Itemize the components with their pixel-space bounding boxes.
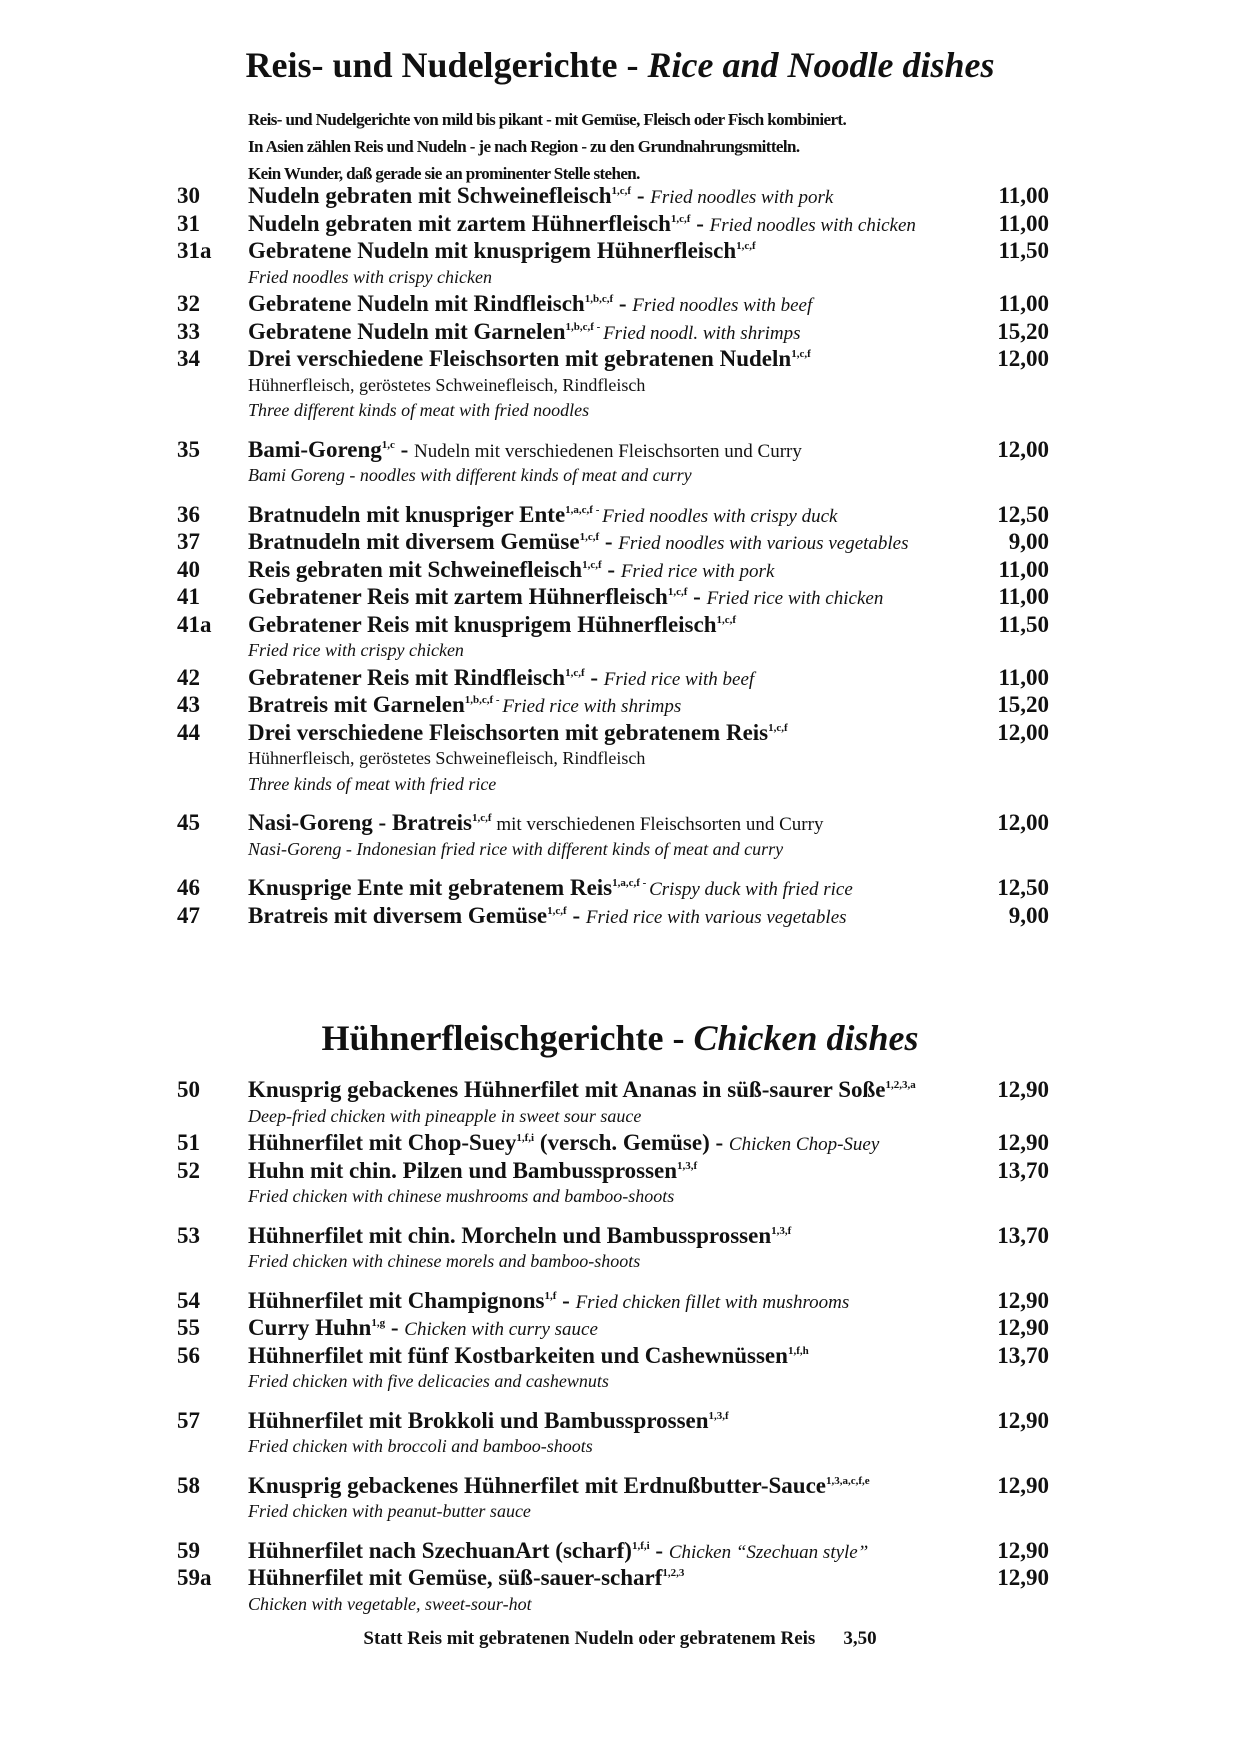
item-price: 12,50 [997,875,1049,900]
allergen-codes: 1,c,f [768,721,788,734]
item-sub-en: Bami Goreng - noodles with different kinds of meat and curry [248,465,692,485]
item-number: 53 [177,1222,200,1248]
allergen-codes: 1,c,f [611,185,632,197]
separator-dash: - [649,1537,669,1563]
item-price: 11,00 [998,664,1049,690]
menu-item [0,611,1240,664]
item-name: Bami-Goreng [248,436,382,462]
allergen-codes: 1,c,f [716,613,737,626]
section-title-rice-noodle [0,44,1240,86]
menu-item [0,902,1240,930]
intro-line: Reis- und Nudelgerichte von mild bis pikant - mit Gemüse, Fleisch oder Fisch kombiniert. [248,110,847,129]
separator-dash: - [601,556,621,582]
item-name: Knusprig gebackenes Hühnerfilet mit Ananas in süß-saurer Soße [248,1077,886,1102]
item-title [248,691,988,722]
menu-item-line [0,664,1240,692]
item-price: 12,90 [997,1315,1049,1340]
item-title [248,182,988,213]
item-desc-de: mit verschiedenen Fleischsorten und Curry [491,814,824,835]
menu-item-line [0,1564,1240,1592]
item-number: 31a [177,238,212,263]
item-title [248,1314,988,1345]
item-sub-en: Deep-fried chicken with pineapple in sweet sour sauce [248,1105,642,1126]
item-sub-de: Hühnerfleisch, geröstetes Schweinefleisch, Rindfleisch [248,374,646,395]
menu-item-line [0,719,1240,747]
item-desc-en: Fried rice with beef [603,668,755,690]
allergen-codes: 1,f [544,1289,557,1302]
item-number: 54 [177,1287,200,1313]
item-desc-en: Fried noodles with crispy duck [602,505,838,527]
item-title [248,556,988,587]
item-name: Hühnerfilet mit fünf Kostbarkeiten und Cashewnüssen [248,1342,788,1368]
item-price: 11,00 [998,183,1049,208]
item-desc-en: Fried noodles with chicken [709,214,916,236]
separator-dash: - [690,210,710,236]
item-number: 45 [177,810,200,835]
item-title [248,210,988,241]
allergen-codes: 1,3,a,c,f,e [826,1474,870,1487]
menu-item-line [0,1129,1240,1157]
allergen-codes: 1,c,f [791,348,811,360]
menu-item-line [0,501,1240,529]
item-title [248,436,988,467]
allergen-codes: 1,f,i [631,1539,650,1552]
menu-item-line [0,556,1240,584]
item-price: 11,00 [998,210,1049,236]
item-desc-en: Fried rice with chicken [706,588,884,609]
separator-dash: - [599,529,619,554]
item-number: 41a [177,611,212,637]
footer-price: 3,50 [843,1628,877,1649]
item-desc-en: Fried noodles with pork [650,187,834,208]
menu-item [0,210,1240,238]
item-name: Gebratene Nudeln mit knusprigem Hühnerfleisch [248,238,737,263]
item-price: 9,00 [1008,529,1049,554]
footer-text: Statt Reis mit gebratenen Nudeln oder gebratenem Reis [363,1628,816,1649]
item-name: Bratreis mit diversem Gemüse [248,902,548,928]
menu-item [0,345,1240,424]
item-desc-en: Fried noodles with various vegetables [618,533,909,554]
menu-item [0,436,1240,489]
item-title [248,611,988,642]
item-number: 42 [177,664,200,690]
item-number: 59a [177,1565,212,1590]
section-intro [248,106,1048,187]
menu-item-line [0,290,1240,318]
item-number: 36 [177,501,200,527]
menu-item-line [0,902,1240,930]
menu-item [0,501,1240,529]
item-number: 58 [177,1472,200,1498]
allergen-codes: 1,3,f [771,1224,792,1237]
item-price: 12,90 [997,1407,1049,1433]
item-name: Curry Huhn [248,1315,372,1340]
item-title [248,1157,988,1188]
item-price: 13,70 [997,1222,1049,1248]
allergen-codes: 1,c,f [472,812,492,824]
menu-item-line [0,611,1240,639]
intro-line: Kein Wunder, daß gerade sie an prominenter Stelle stehen. [248,164,640,183]
item-name: Hühnerfilet mit Champignons [248,1287,545,1313]
item-desc-de: Nudeln mit verschiedenen Fleischsorten und Curry [414,440,802,462]
item-price: 11,50 [998,238,1049,263]
item-name: Huhn mit chin. Pilzen und Bambussprossen [248,1157,678,1183]
item-name: Hühnerfilet mit Chop-Suey [248,1130,517,1155]
item-name-extra: (versch. Gemüse) - [534,1130,729,1155]
item-title [248,1076,988,1107]
item-sub-en: Three kinds of meat with fried rice [248,773,497,794]
item-sub-en: Fried noodles with crispy chicken [248,266,492,287]
item-name: Gebratener Reis mit knusprigem Hühnerfleisch [248,611,717,637]
menu-item-line [0,1342,1240,1370]
menu-item [0,528,1240,556]
item-price: 9,00 [1008,902,1049,928]
item-price: 12,00 [997,810,1049,835]
item-name: Nudeln gebraten mit Schweinefleisch [248,183,612,208]
item-sub-en: Fried chicken with chinese mushrooms and bamboo-shoots [248,1186,675,1206]
item-title [248,1537,988,1568]
item-desc-en: Crispy duck with fried rice [649,879,853,900]
item-number: 30 [177,183,200,208]
section-title-de: Reis- und Nudelgerichte [245,45,618,85]
menu-item-line [0,318,1240,346]
item-number: 37 [177,529,200,554]
menu-item [0,583,1240,611]
allergen-codes: 1,b,c,f - [464,694,503,706]
item-price: 15,20 [997,692,1049,717]
menu-item [0,809,1240,862]
allergen-codes: 1,c [381,438,395,451]
item-name: Hühnerfilet mit chin. Morcheln und Bambussprossen [248,1222,772,1248]
menu-item-line [0,345,1240,373]
item-price: 12,00 [997,346,1049,371]
allergen-codes: 1,2,3,a [885,1079,916,1091]
item-name: Reis gebraten mit Schweinefleisch [248,556,583,582]
item-price: 12,90 [997,1077,1049,1102]
item-title [248,902,988,933]
menu-item [0,1222,1240,1275]
allergen-codes: 1,g [371,1317,386,1329]
item-name: Bratnudeln mit knuspriger Ente [248,501,566,527]
item-title [248,1472,988,1503]
allergen-codes: 1,f,h [787,1344,809,1357]
item-number: 47 [177,902,200,928]
item-sub-en: Nasi-Goreng - Indonesian fried rice with different kinds of meat and curry [248,838,784,859]
menu-item-line [0,1287,1240,1315]
item-name: Drei verschiedene Fleischsorten mit gebratenem Reis [248,719,769,745]
item-name: Knusprig gebackenes Hühnerfilet mit Erdnußbutter-Sauce [248,1472,827,1498]
item-price: 12,50 [997,501,1049,527]
allergen-codes: 1,b,c,f - [565,320,604,333]
separator-dash: - [385,1315,405,1340]
menu-item [0,1472,1240,1525]
allergen-codes: 1,a,c,f - [565,503,603,516]
item-price: 12,90 [997,1130,1049,1155]
menu-item [0,1537,1240,1565]
menu-item-line [0,1537,1240,1565]
item-price: 13,70 [997,1157,1049,1183]
item-title [248,1342,988,1373]
separator-dash: - [584,664,604,690]
section-title-en: Chicken dishes [693,1018,919,1058]
item-sub-en: Fried rice with crispy chicken [248,640,464,660]
menu-item-line [0,182,1240,210]
item-title [248,1564,988,1595]
menu-item [0,1157,1240,1210]
menu-item [0,1407,1240,1460]
menu-items-rice-noodle [0,182,1240,929]
menu-item [0,1076,1240,1129]
item-number: 55 [177,1315,200,1340]
item-title [248,237,988,268]
item-number: 57 [177,1407,200,1433]
item-sub-en: Three different kinds of meat with fried noodles [248,400,590,420]
item-title [248,1129,988,1160]
allergen-codes: 1,f,i [516,1132,535,1144]
item-name: Knusprige Ente mit gebratenem Reis [248,875,613,900]
item-number: 56 [177,1342,200,1368]
item-sub-en: Chicken with vegetable, sweet-sour-hot [248,1593,532,1614]
allergen-codes: 1,a,c,f - [612,877,650,889]
item-price: 11,50 [998,611,1049,637]
section-title-sep: - [617,45,648,85]
item-title [248,345,988,376]
item-title [248,809,988,840]
item-sub-de: Hühnerfleisch, geröstetes Schweinefleisch, Rindfleisch [248,748,646,768]
menu-item-line [0,1407,1240,1435]
allergen-codes: 1,c,f [582,558,602,571]
item-name: Nudeln gebraten mit zartem Hühnerfleisch [248,210,671,236]
item-number: 51 [177,1130,200,1155]
item-price: 12,90 [997,1472,1049,1498]
menu-item-line [0,583,1240,611]
item-name: Bratreis mit Garnelen [248,692,465,717]
item-name: Hühnerfilet nach SzechuanArt (scharf) [248,1537,632,1563]
item-number: 44 [177,719,200,745]
item-price: 12,90 [997,1287,1049,1313]
item-number: 52 [177,1157,200,1183]
item-title [248,583,988,614]
menu-item [0,290,1240,318]
intro-line: In Asien zählen Reis und Nudeln - je nach Region - zu den Grundnahrungsmitteln. [248,137,800,156]
menu-item-line [0,528,1240,556]
footer-note [0,1628,1240,1650]
menu-item [0,1342,1240,1395]
allergen-codes: 1,c,f [667,586,688,598]
menu-item-line [0,436,1240,464]
item-price: 13,70 [997,1342,1049,1368]
allergen-codes: 1,2,3 [662,1567,685,1579]
item-name: Nasi-Goreng - Bratreis [248,810,473,835]
menu-item [0,318,1240,346]
item-title [248,1287,988,1318]
section-title-en: Rice and Noodle dishes [647,45,995,85]
item-number: 50 [177,1077,200,1102]
item-price: 12,00 [997,436,1049,462]
item-number: 59 [177,1537,200,1563]
separator-dash: - [631,183,651,208]
item-title [248,318,988,349]
item-number: 43 [177,692,200,717]
item-name: Gebratener Reis mit zartem Hühnerfleisch [248,584,668,609]
item-sub-en: Fried chicken with peanut-butter sauce [248,1501,531,1521]
item-title [248,528,988,559]
menu-item-line [0,1157,1240,1185]
section-title-sep: - [663,1018,694,1058]
item-number: 41 [177,584,200,609]
allergen-codes: 1,b,c,f [584,293,614,305]
item-number: 32 [177,291,200,316]
item-title [248,1407,988,1438]
item-desc-en: Fried noodl. with shrimps [603,322,801,344]
item-name: Gebratene Nudeln mit Rindfleisch [248,291,585,316]
menu-item [0,182,1240,210]
item-title [248,1222,988,1253]
item-desc-en: Chicken Chop-Suey [728,1134,880,1155]
menu-item [0,1129,1240,1157]
allergen-codes: 1,c,f [565,666,585,679]
menu-item [0,691,1240,719]
item-price: 11,00 [998,556,1049,582]
item-title [248,719,988,750]
item-desc-en: Chicken with curry sauce [404,1319,598,1340]
menu-item-line [0,1076,1240,1104]
item-name: Gebratene Nudeln mit Garnelen [248,318,566,344]
menu-item-line [0,1222,1240,1250]
item-name: Bratnudeln mit diversem Gemüse [248,529,580,554]
allergen-codes: 1,c,f [670,212,691,225]
section-title-chicken [0,1017,1240,1059]
item-number: 34 [177,346,200,371]
allergen-codes: 1,3,f [708,1409,729,1422]
item-desc-en: Fried noodles with beef [632,295,813,316]
item-desc-en: Fried rice with various vegetables [585,906,847,928]
separator-dash: - [687,584,707,609]
menu-item-line [0,691,1240,719]
separator-dash: - [613,291,633,316]
menu-item-line [0,874,1240,902]
item-number: 31 [177,210,200,236]
separator-dash: - [394,436,415,462]
item-price: 12,90 [997,1537,1049,1563]
item-sub-en: Fried chicken with broccoli and bamboo-shoots [248,1436,593,1456]
menu-item-line [0,237,1240,265]
item-number: 33 [177,318,200,344]
allergen-codes: 1,c,f [547,904,567,917]
item-number: 46 [177,875,200,900]
menu-item [0,1564,1240,1617]
menu-item-line [0,210,1240,238]
item-name: Gebratener Reis mit Rindfleisch [248,664,566,690]
item-price: 11,00 [998,291,1049,316]
item-price: 15,20 [997,318,1049,344]
menu-item [0,556,1240,584]
menu-item-line [0,809,1240,837]
allergen-codes: 1,c,f [579,531,600,543]
menu-item [0,1287,1240,1315]
separator-dash: - [556,1287,576,1313]
item-desc-en: Fried chicken fillet with mushrooms [575,1291,850,1313]
allergen-codes: 1,3,f [677,1159,698,1172]
item-sub-en: Fried chicken with five delicacies and cashewnuts [248,1371,609,1391]
menu-item [0,874,1240,902]
menu-items-chicken [0,1076,1240,1617]
item-name: Hühnerfilet mit Gemüse, süß-sauer-scharf [248,1565,663,1590]
item-number: 40 [177,556,200,582]
menu-item-line [0,1314,1240,1342]
item-name: Hühnerfilet mit Brokkoli und Bambussprossen [248,1407,709,1433]
menu-item [0,664,1240,692]
item-sub-en: Fried chicken with chinese morels and bamboo-shoots [248,1251,641,1271]
menu-item [0,1314,1240,1342]
item-title [248,664,988,695]
item-title [248,874,988,905]
item-number: 35 [177,436,200,462]
item-title [248,290,988,321]
item-name: Drei verschiedene Fleischsorten mit gebratenen Nudeln [248,346,792,371]
separator-dash: - [566,902,586,928]
item-desc-en: Chicken “Szechuan style” [668,1541,869,1563]
item-desc-en: Fried rice with pork [620,560,775,582]
allergen-codes: 1,c,f [736,240,756,252]
item-price: 12,90 [997,1565,1049,1590]
menu-item [0,237,1240,290]
item-desc-en: Fried rice with shrimps [502,696,682,717]
menu-item [0,719,1240,798]
item-price: 11,00 [998,584,1049,609]
menu-item-line [0,1472,1240,1500]
item-title [248,501,988,532]
section-title-de: Hühnerfleischgerichte [321,1018,664,1058]
item-price: 12,00 [997,719,1049,745]
